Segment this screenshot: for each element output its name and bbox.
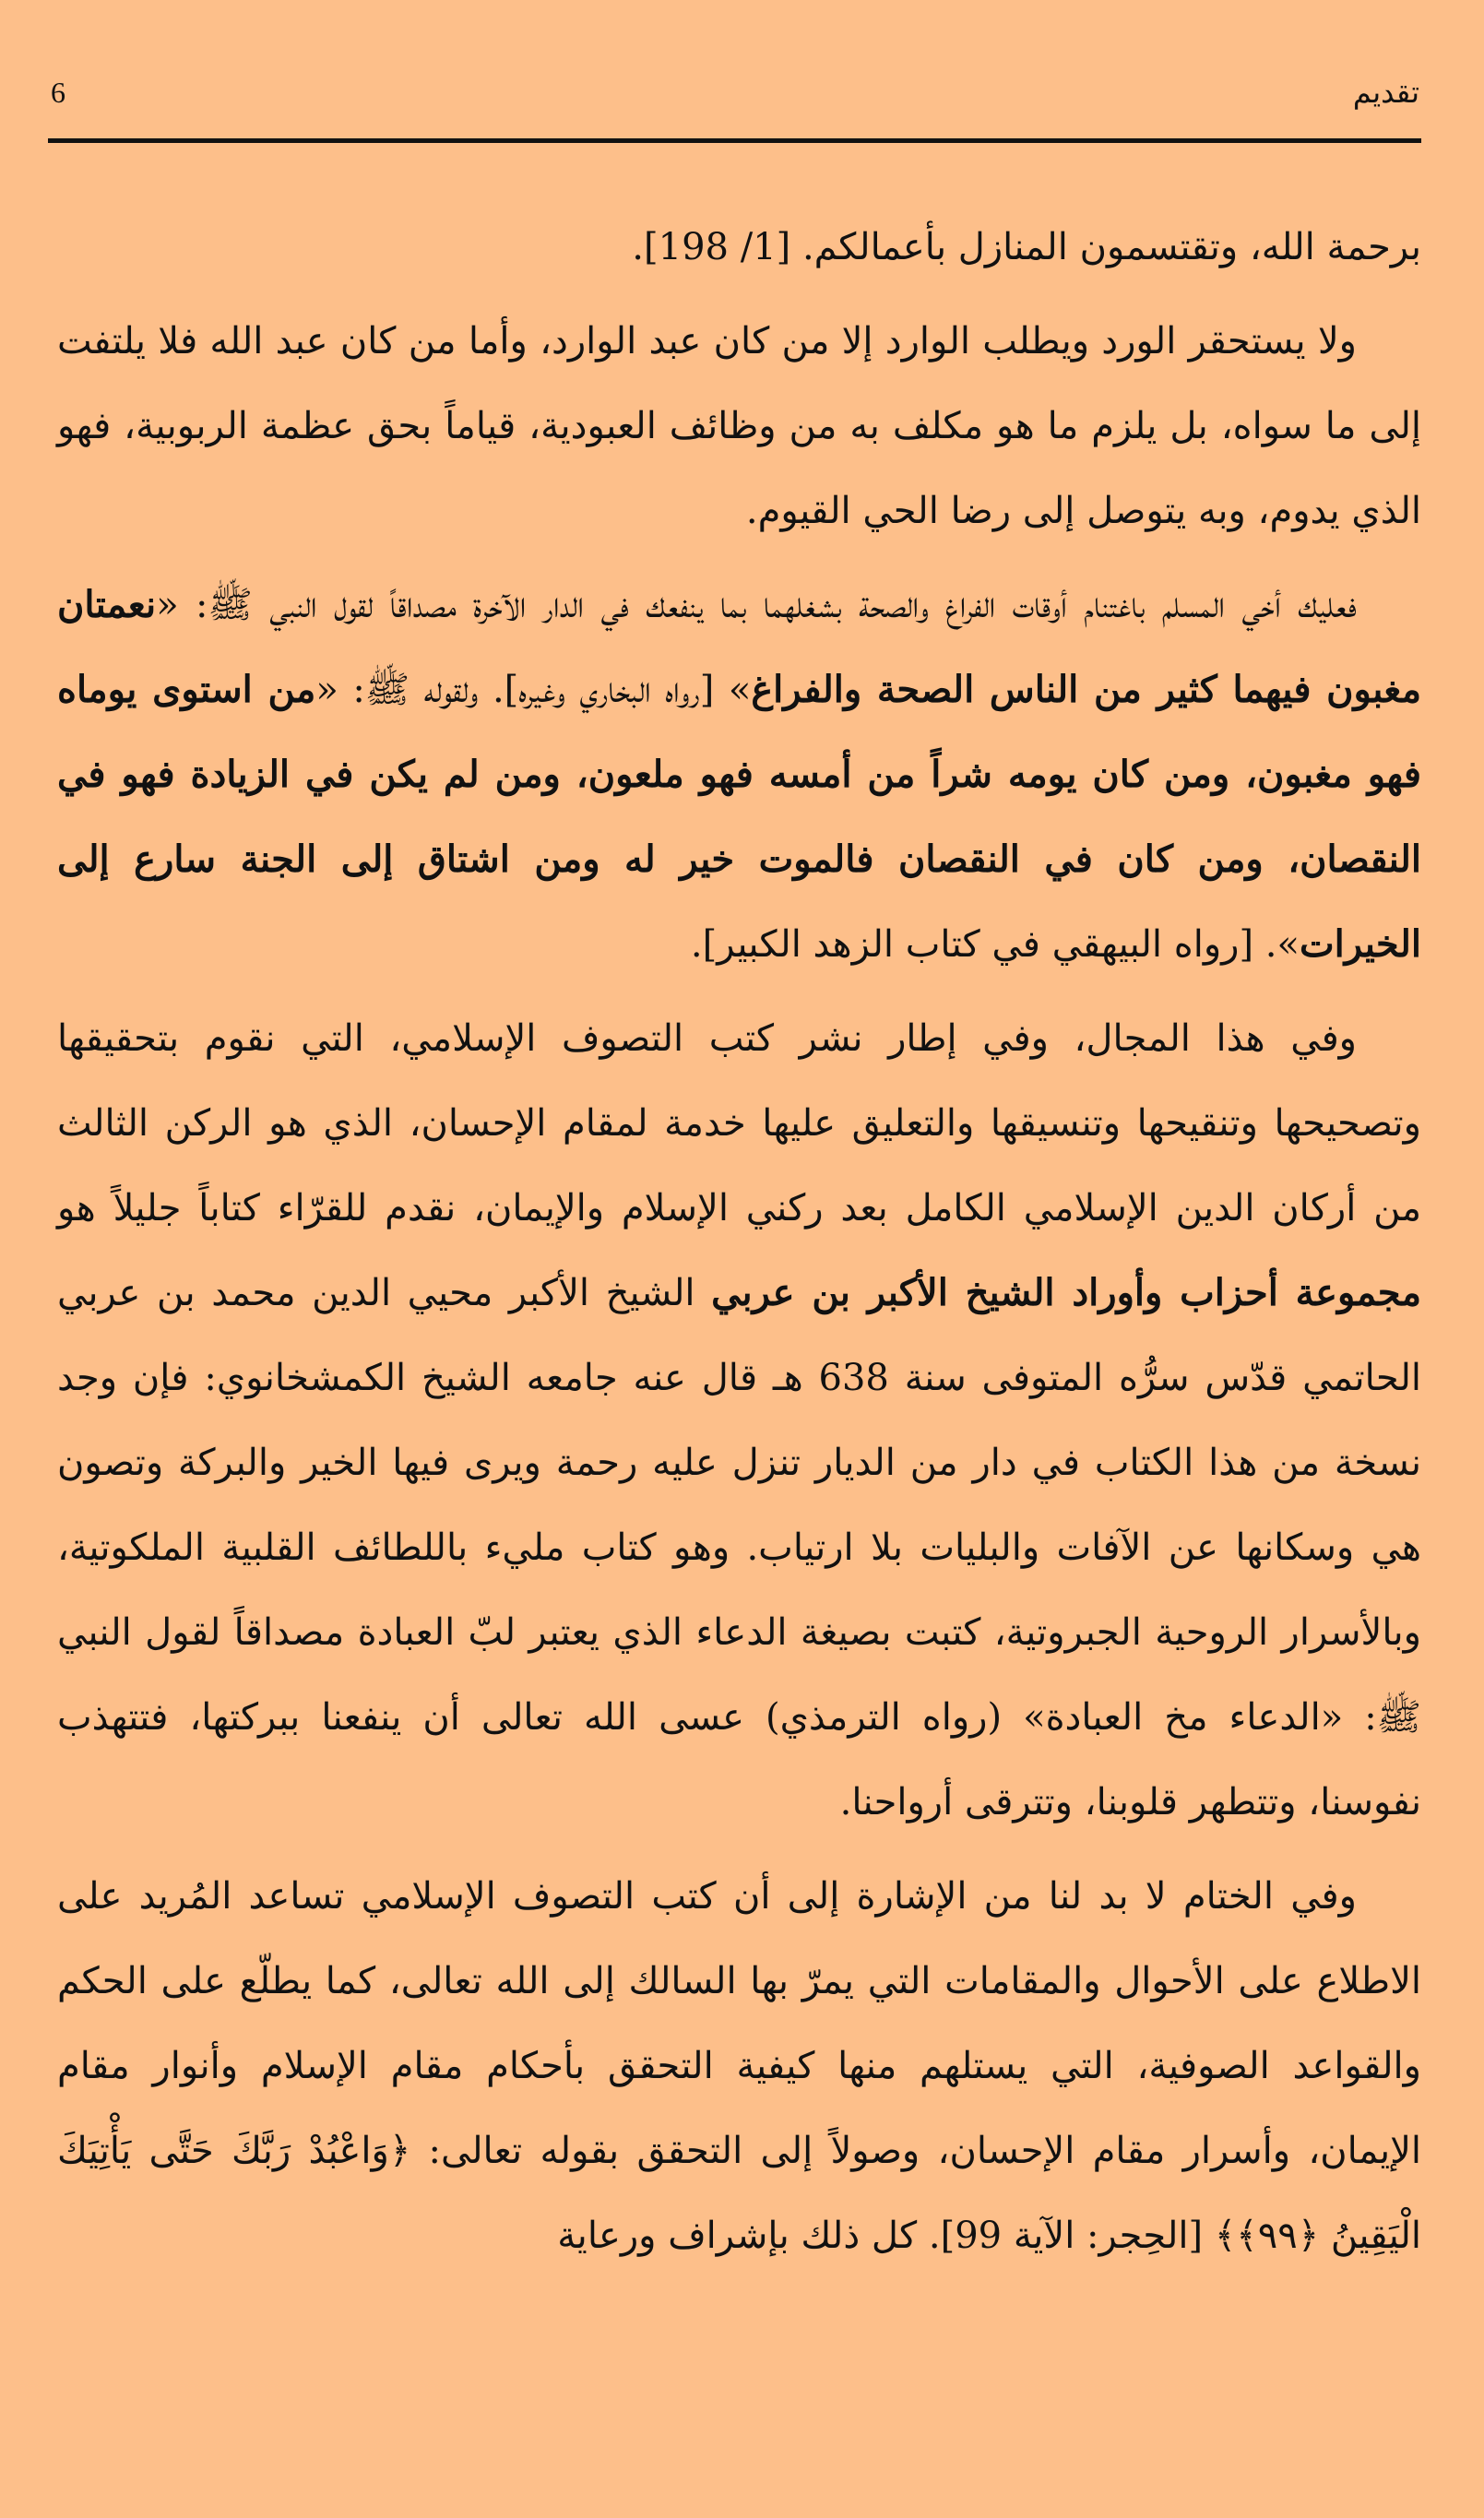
paragraph [57,996,1421,1845]
text-segment: الشيخ الأكبر محيي الدين محمد بن عربي الحاتمي قدّس سرُّه المتوفى سنة 638 هـ قال عنه جامعه الشيخ الكمشخانوي: فإن وجد نسخة من هذا الكتاب في دار من الديار تنزل عليه رحمة ويرى فيها الخير والبركة وتصون هي وسكانها عن الآفات والبليات بلا ارتياب. وهو كتاب مليء باللطائف القلبية الملكوتية، وبالأسرار الروحية الجبروتية، كتبت بصيغة الدعاء الذي يعتبر لبّ العبادة مصداقاً لقول النبي ﷺ: «الدعاء مخ العبادة» (رواه الترمذي) عسى الله تعالى أن ينفعنا ببركتها، فتتهذب نفوسنا، وتتطهر قلوبنا، وتترقى أرواحنا. [57,1272,1421,1823]
body-text [57,205,1421,2287]
text-segment: ولا يستحقر الورد ويطلب الوارد إلا من كان عبد الوارد، وأما من كان عبد الله فلا يلتفت إلى ما سواه، بل يلزم ما هو مكلف به من وظائف العبودية، قياماً بحق عظمة الربوبية، فهو الذي يدوم، وبه يتوصل إلى رضا الحي القيوم. [57,320,1421,532]
page-header [51,65,1419,120]
paragraph [57,299,1421,553]
page-number: 6 [51,75,65,109]
text-segment: وفي هذا المجال، وفي إطار نشر كتب التصوف الإسلامي، التي نقوم بتحقيقها وتصحيحها وتنقيحها وتنسيقها والتعليق عليها خدمة لمقام الإحسان، الذي هو الركن الثالث من أركان الدين الإسلامي الكامل بعد ركني الإسلام والإيمان، نقدم للقرّاء كتاباً جليلاً هو [57,1017,1422,1229]
paragraph [57,1854,1421,2278]
text-segment: ». [رواه البيهقي في كتاب الزهد الكبير]. [690,923,1300,966]
text-segment: فعليك أخي المسلم باغتنام أوقات الفراغ والصحة بشغلهما بما ينفعك في الدار الآخرة مصداقاً لقول النبي ﷺ: « [156,584,1357,626]
section-title: تقديم [1352,75,1419,110]
hadith-quote: من استوى يوماه فهو مغبون، ومن كان يومه شراً من أمسه فهو ملعون، ومن لم يكن في الزيادة فهو في النقصان، ومن كان في النقصان فالموت خير له ومن اشتاق إلى الجنة سارع إلى الخيرات [57,668,1421,966]
text-segment: وفي الختام لا بد لنا من الإشارة إلى أن كتب التصوف الإسلامي تساعد المُريد على الاطلاع على الأحوال والمقامات التي يمرّ بها السالك إلى الله تعالى، كما يطلّع على الحكم والقواعد الصوفية، التي يستلهم منها كيفية التحقق بأحكام مقام الإسلام وأنوار مقام الإيمان، وأسرار مقام الإحسان، وصولاً إلى التحقق بقوله تعالى: ﴿وَاعْبُدْ رَبَّكَ حَتَّى يَأْتِيَكَ الْيَقِينُ ﴿٩٩﴾﴾ [الحِجر: الآية 99]. كل ذلك بإشراف ورعاية [57,1875,1421,2257]
text-segment: برحمة الله، وتقتسمون المنازل بأعمالكم. [1/ 198]. [632,226,1421,268]
text-segment: » [رواه البخاري وغيره]. ولقوله ﷺ: « [315,669,752,711]
paragraph [57,563,1421,987]
header-divider [48,138,1421,143]
book-title: مجموعة أحزاب وأوراد الشيخ الأكبر بن عربي [711,1271,1421,1314]
hadith-quote: نعمتان مغبون فيهما كثير من الناس الصحة والفراغ [57,583,1422,711]
paragraph [57,205,1421,290]
